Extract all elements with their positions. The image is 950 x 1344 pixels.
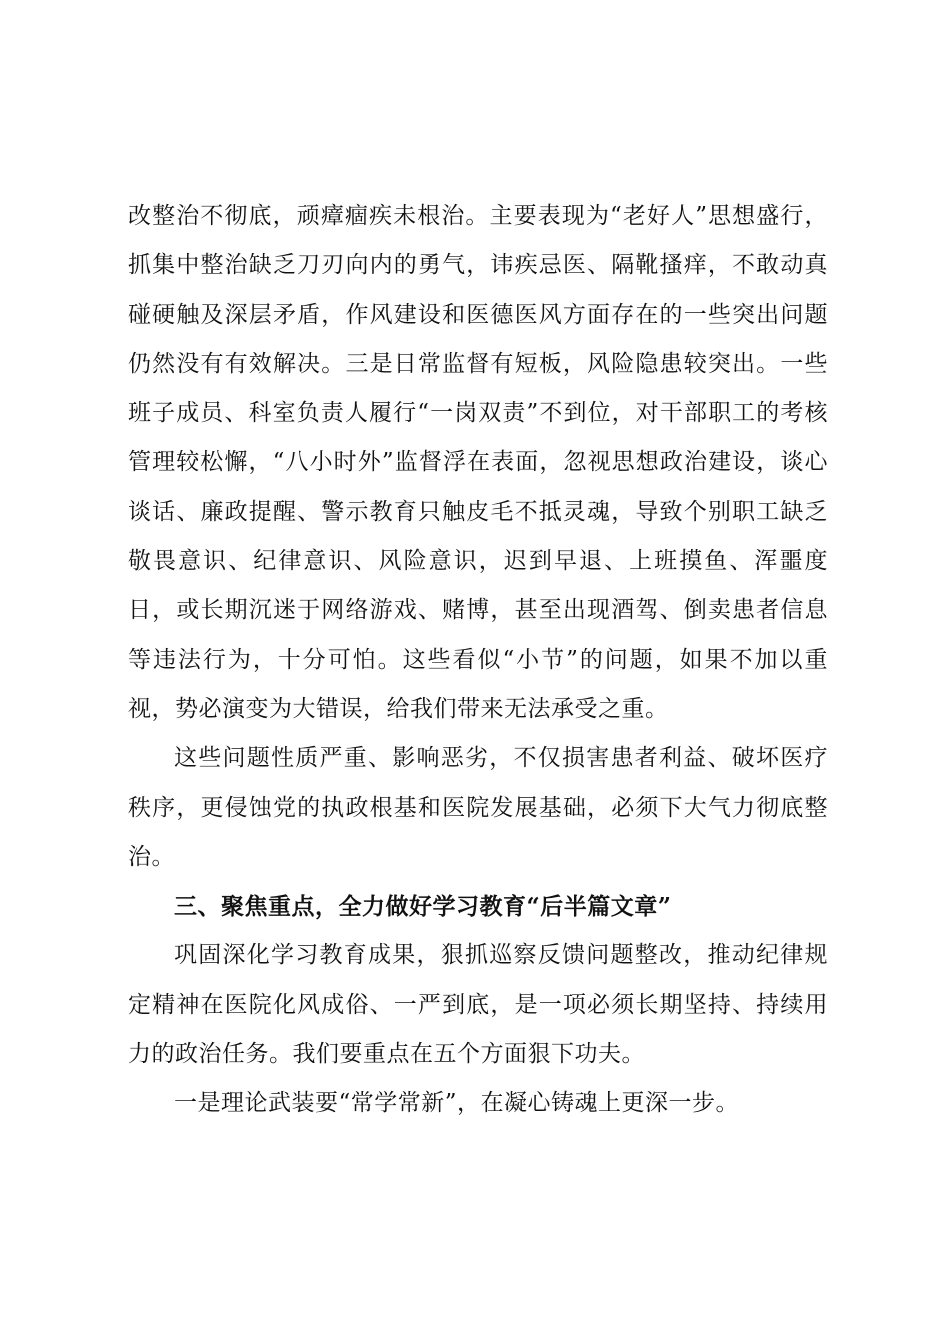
paragraph-section-intro: 巩固深化学习教育成果，狠抓巡察反馈问题整改，推动纪律规定精神在医院化风成俗、一严到底，是一项必须长期坚持、持续用力的政治任务。我们要重点在五个方面狠下功夫。 <box>128 942 828 1068</box>
paragraph-point-one: 一是理论武装要“常学常新”，在凝心铸魂上更深一步。 <box>174 1090 740 1117</box>
paragraph-continuation: 改整治不彻底，顽瘴痼疾未根治。主要表现为“老好人”思想盛行，抓集中整治缺乏刀刃向内的勇气，讳疾忌医、隔靴搔痒，不敢动真碰硬触及深层矛盾，作风建设和医德医风方面存在的一些突出问题仍然没有有效解决。三是日常监督有短板，风险隐患较突出。一些班子成员、科室负责人履行“一岗双责”不到位，对干部职工的考核管理较松懈，“八小时外”监督浮在表面，忽视思想政治建设，谈心谈话、廉政提醒、警示教育只触皮毛不抵灵魂，导致个别职工缺乏敬畏意识、纪律意识、风险意识，迟到早退、上班摸鱼、浑噩度日，或长期沉迷于网络游戏、赌博，甚至出现酒驾、倒卖患者信息等违法行为，十分可怕。这些看似“小节”的问题，如果不加以重视，势必演变为大错误，给我们带来无法承受之重。 <box>128 203 828 722</box>
section-heading: 三、聚焦重点，全力做好学习教育“后半篇文章” <box>174 893 672 921</box>
document-body <box>128 192 828 1129</box>
paragraph-problems-summary: 这些问题性质严重、影响恶劣，不仅损害患者利益、破坏医疗秩序，更侵蚀党的执政根基和医院发展基础，必须下大气力彻底整治。 <box>128 745 828 870</box>
